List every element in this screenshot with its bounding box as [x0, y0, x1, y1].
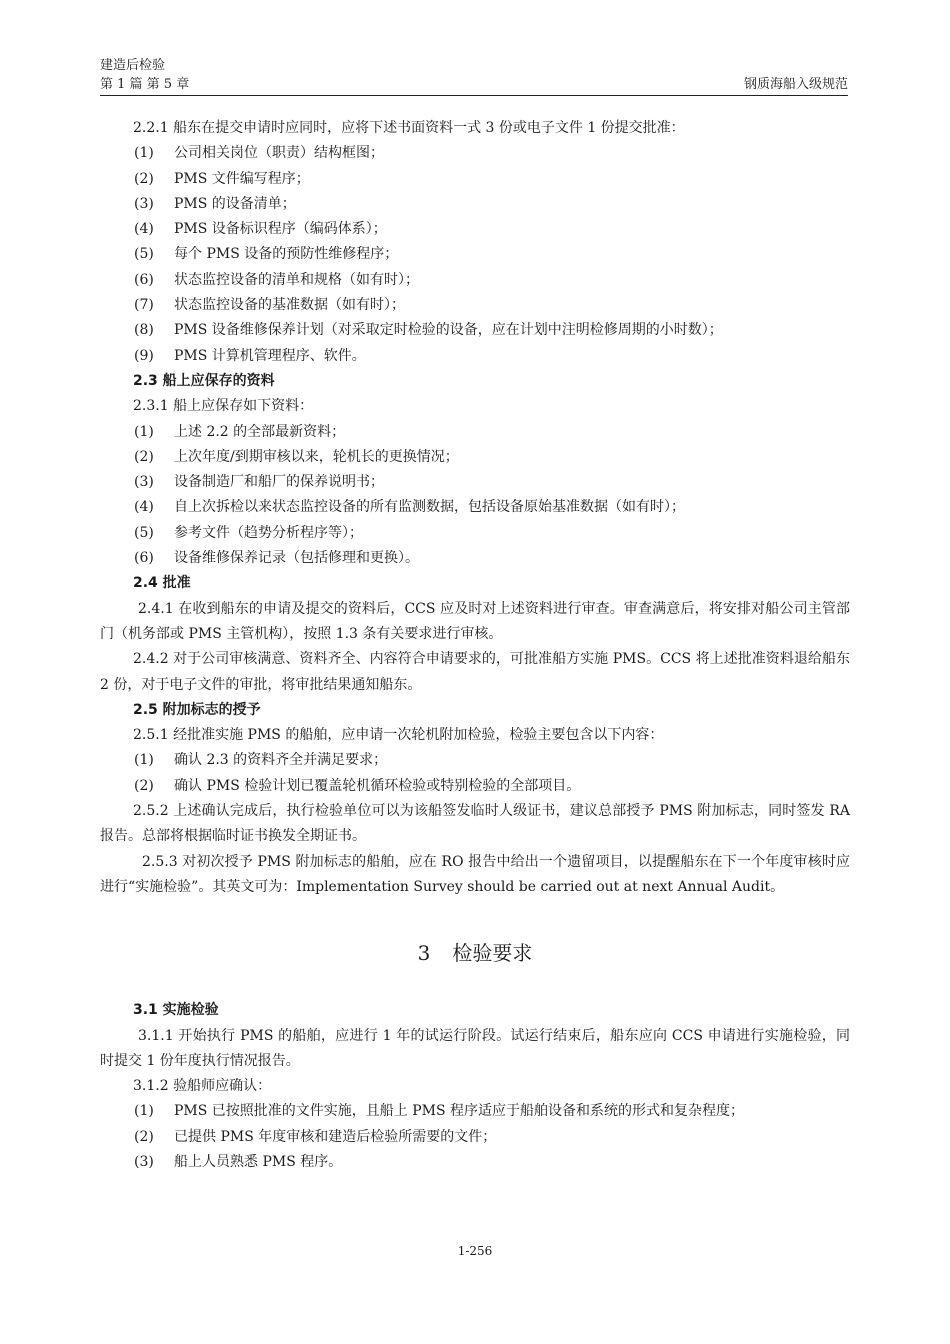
- list-item-number: (3): [134, 195, 154, 212]
- clause-2-4-1: [100, 597, 850, 648]
- list-item: [100, 344, 850, 369]
- list-item: [100, 217, 850, 242]
- list-item: [100, 1150, 850, 1175]
- list-item-text: PMS 文件编写程序；: [174, 170, 310, 187]
- list-item-number: (4): [134, 221, 154, 238]
- list-item: [100, 521, 850, 546]
- chapter-title: 检验要求: [452, 941, 533, 966]
- clause-2-2-1: 2.2.1 船东在提交申请时应同时，应将下述书面资料一式 3 份或电子文件 1 份提交批准：: [133, 120, 685, 136]
- clause-2-5-3: [100, 850, 850, 901]
- chapter-number: 3: [417, 941, 431, 966]
- list-item: [100, 293, 850, 318]
- list-item-number: (1): [134, 1103, 154, 1120]
- list-item-number: (1): [134, 752, 154, 769]
- list-item: [100, 420, 850, 445]
- list-item: [100, 318, 850, 343]
- list-item: [100, 242, 850, 267]
- list-item-text: 上述 2.2 的全部最新资料；: [174, 423, 346, 440]
- list-item-text: 公司相关岗位（职责）结构框图；: [174, 145, 384, 162]
- clause-text: 2.4.1 在收到船东的申请及提交的资料后，CCS 应及时对上述资料进行审查。审查满意后，将安排对船公司主管部门（机务部或 PMS 主管机构），按照 1.3 条有关要求进行审核。: [100, 600, 850, 642]
- list-item-text: 设备维修保养记录（包括修理和更换）。: [174, 550, 419, 567]
- list-item-text: 上次年度/到期审核以来，轮机长的更换情况；: [174, 448, 459, 465]
- section-heading-2-4: 2.4 批准: [133, 575, 191, 592]
- list-item-text: 已提供 PMS 年度审核和建造后检验所需要的文件；: [174, 1128, 497, 1145]
- clause-2-5-1: 2.5.1 经批准实施 PMS 的船舶，应申请一次轮机附加检验，检验主要包含以下内容：: [133, 727, 664, 744]
- clause-text: 2.5.3 对初次授予 PMS 附加标志的船舶，应在 RO 报告中给出一个遗留项目，以提醒船东在下一个年度审核时应进行“实施检验”。其英文可为：Implementation Survey should be carried out at next Annual Audit。: [100, 853, 850, 895]
- list-item: [100, 470, 850, 495]
- list-item: [100, 748, 850, 773]
- list-item-text: 参考文件（趋势分析程序等）；: [174, 524, 363, 541]
- clause-text: 3.1.1 开始执行 PMS 的船舶，应进行 1 年的试运行阶段。试运行结束后，船东应向 CCS 申请进行实施检验，同时提交 1 份年度执行情况报告。: [100, 1027, 850, 1069]
- clause-2-5-2: [100, 799, 850, 850]
- list-item-number: (6): [134, 271, 154, 288]
- list-item-text: PMS 的设备清单；: [174, 195, 296, 212]
- section-heading-2-5: 2.5 附加标志的授予: [133, 701, 261, 718]
- list-item: [100, 192, 850, 217]
- list-item-number: (2): [134, 448, 154, 465]
- list-item-number: (3): [134, 474, 154, 491]
- list-item: [100, 141, 850, 166]
- list-item-number: (1): [134, 145, 154, 162]
- list-item-number: (6): [134, 550, 154, 567]
- chapter-heading: [100, 908, 850, 998]
- list-item: [100, 167, 850, 192]
- list-item: [100, 1125, 850, 1150]
- list-item-text: 设备制造厂和船厂的保养说明书；: [174, 474, 384, 491]
- list-item-number: (5): [134, 524, 154, 541]
- clause-text: 2.4.2 对于公司审核满意、资料齐全、内容符合申请要求的，可批准船方实施 PMS。CCS 将上述批准资料退给船东 2 份，对于电子文件的审批，将审批结果通知船东。: [100, 651, 850, 693]
- list-item-number: (4): [134, 499, 154, 516]
- clause-2-4-2: [100, 647, 850, 698]
- page-number: 1-256: [457, 1244, 493, 1258]
- list-item-text: 自上次拆检以来状态监控设备的所有监测数据，包括设备原始基准数据（如有时）；: [174, 499, 685, 516]
- list-item-number: (9): [134, 347, 154, 364]
- list-item-number: (7): [134, 297, 154, 314]
- list-item: [100, 268, 850, 293]
- list-item-number: (3): [134, 1153, 154, 1170]
- list-item-number: (5): [134, 246, 154, 263]
- list-item: [100, 445, 850, 470]
- header-chapter-ref: 第 1 篇 第 5 章: [100, 77, 190, 92]
- list-item-text: PMS 设备维修保养计划（对采取定时检验的设备，应在计划中注明检修周期的小时数）；: [174, 322, 723, 339]
- list-item-text: PMS 设备标识程序（编码体系）；: [174, 221, 387, 238]
- document-body: [100, 116, 850, 1175]
- list-item-number: (2): [134, 1128, 154, 1145]
- list-item-text: 确认 PMS 检验计划已覆盖轮机循环检验或特别检验的全部项目。: [174, 777, 581, 794]
- clause-3-1-1: [100, 1024, 850, 1075]
- list-item-text: 每个 PMS 设备的预防性维修程序；: [174, 246, 399, 263]
- page-header: [100, 56, 848, 94]
- list-item: [100, 1099, 850, 1124]
- header-divider: [100, 95, 848, 96]
- section-heading-2-3: 2.3 船上应保存的资料: [133, 372, 275, 389]
- list-item: [100, 546, 850, 571]
- list-item-text: PMS 计算机管理程序、软件。: [174, 347, 366, 364]
- section-heading-3-1: 3.1 实施检验: [133, 1002, 219, 1019]
- clause-3-1-2: 3.1.2 验船师应确认：: [133, 1078, 272, 1095]
- list-item: [100, 774, 850, 799]
- clause-2-3-1: 2.3.1 船上应保存如下资料：: [133, 398, 314, 415]
- list-item-text: 状态监控设备的清单和规格（如有时）；: [174, 271, 419, 288]
- list-item-number: (8): [134, 322, 154, 339]
- header-book-title: 钢质海船入级规范: [743, 77, 848, 92]
- list-item: [100, 495, 850, 520]
- list-item-text: 确认 2.3 的资料齐全并满足要求；: [174, 752, 388, 769]
- list-item-text: 状态监控设备的基准数据（如有时）；: [174, 297, 405, 314]
- list-item-text: 船上人员熟悉 PMS 程序。: [174, 1153, 343, 1170]
- list-item-number: (2): [134, 777, 154, 794]
- list-item-number: (1): [134, 423, 154, 440]
- list-item-number: (2): [134, 170, 154, 187]
- list-item-text: PMS 已按照批准的文件实施，且船上 PMS 程序适应于船舶设备和系统的形式和复杂程度；: [174, 1103, 745, 1120]
- clause-text: 2.5.2 上述确认完成后，执行检验单位可以为该船签发临时人级证书，建议总部授予 PMS 附加标志，同时签发 RA 报告。总部将根据临时证书换发全期证书。: [100, 803, 850, 845]
- header-section-title: 建造后检验: [100, 58, 166, 73]
